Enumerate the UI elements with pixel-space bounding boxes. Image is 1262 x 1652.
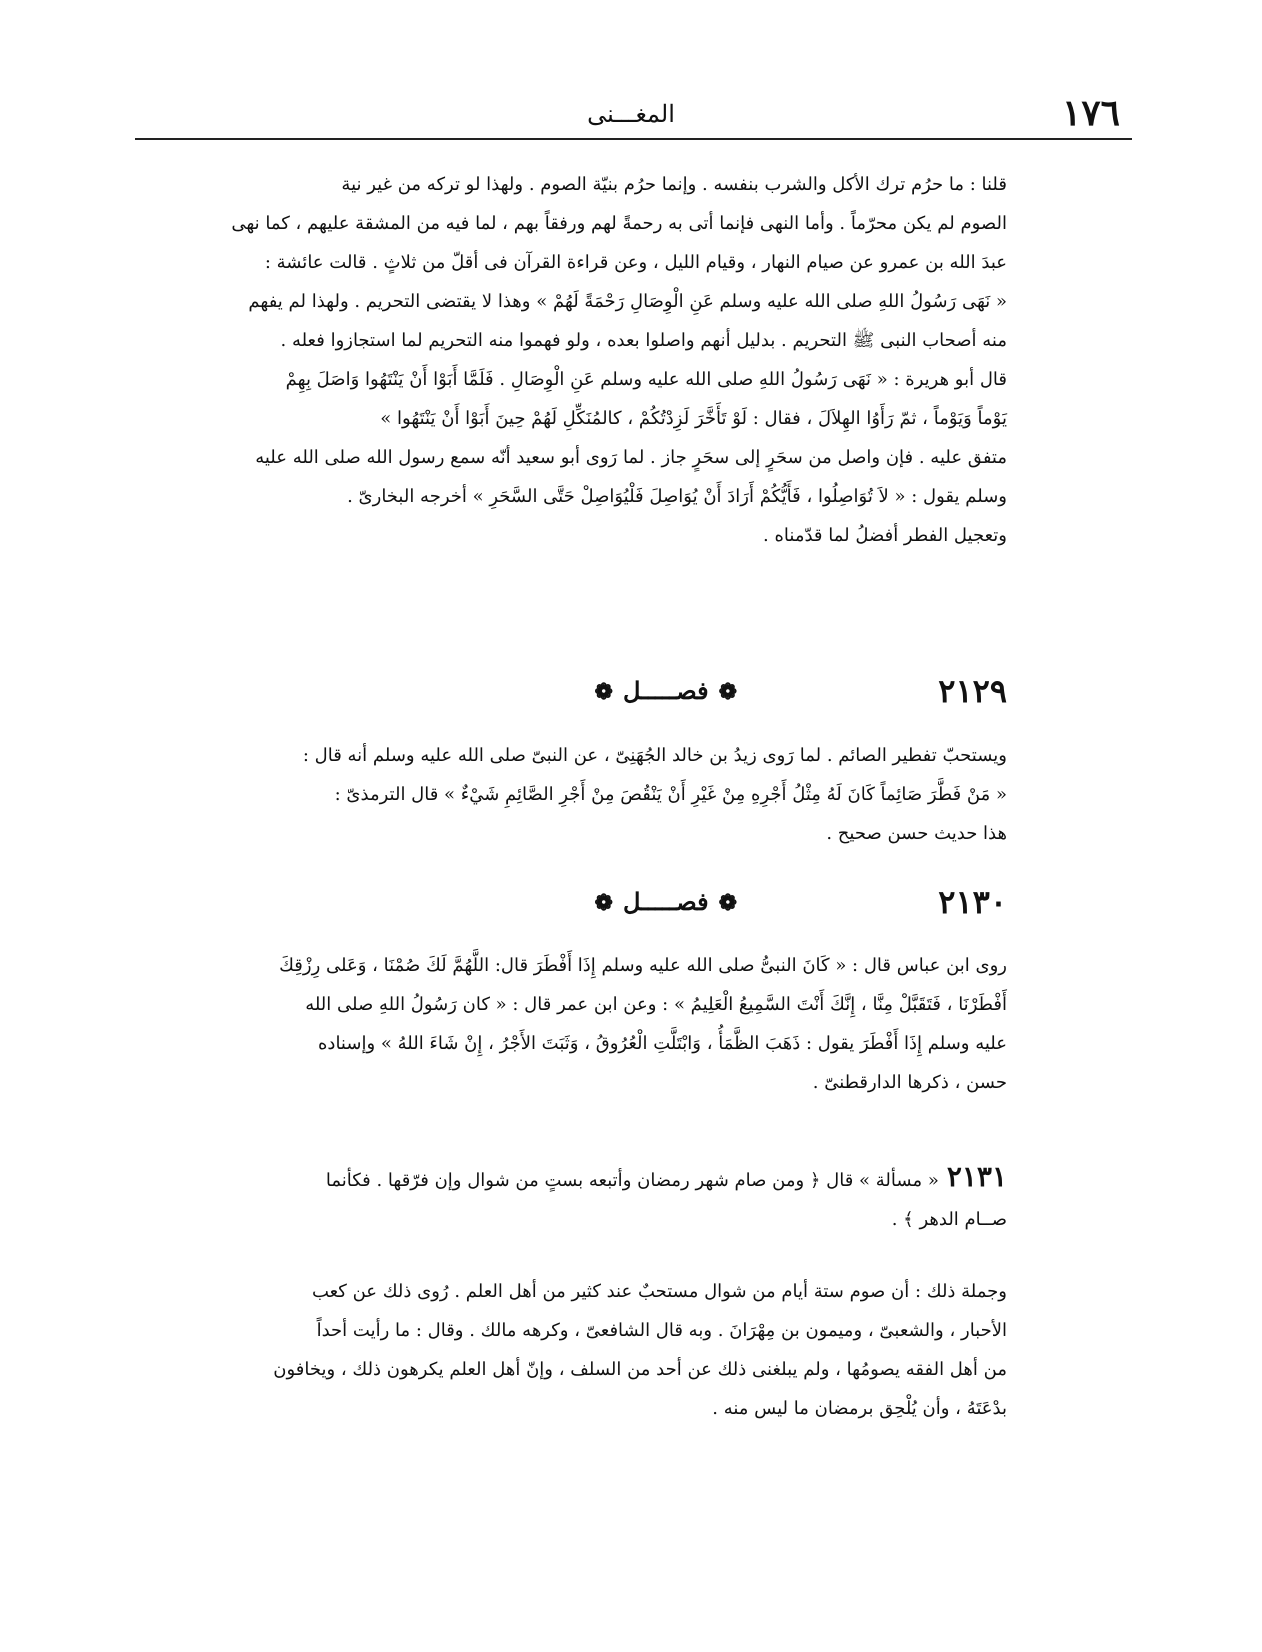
- ornament-icon: ❁: [718, 679, 737, 705]
- paragraph-2130: [170, 946, 1007, 1102]
- section-heading-2129: [165, 672, 1007, 716]
- masala-line: صــام الدهر ﴾ .: [891, 1209, 1007, 1230]
- ornament-icon: ❁: [718, 890, 737, 916]
- ornament-icon: ❁: [594, 679, 613, 705]
- text-line: حسن ، ذكرها الدارقطنىّ .: [812, 1072, 1007, 1093]
- text-line: بدْعَتَهُ ، وأن يُلْحِق برمضان ما ليس منه .: [712, 1398, 1007, 1419]
- section-heading-2130: [165, 883, 1007, 927]
- text-line: الصوم لم يكن محرّماً . وأما النهى فإنما أتى به رحمةً لهم ورفقاً بهم ، لما فيه من المشقة عليهم ، كما نهى: [231, 213, 1007, 234]
- masala-text: « مسألة » قال ﴿ ومن صام شهر رمضان وأتبعه بستٍ من شوال وإن فرّقها . فكأنما: [325, 1170, 939, 1191]
- section-number: ٢١٣٠: [938, 883, 1007, 921]
- section-number: ٢١٢٩: [938, 672, 1007, 710]
- running-title: المغـــنى: [587, 100, 675, 128]
- text-line: « مَنْ فَطَّرَ صَائِماً كَانَ لَهُ مِثْلُ أَجْرِهِ مِنْ غَيْرِ أَنْ يَنْقُصَ مِنْ أَجْرِ الصَّائِمِ شَيْءٌ » قال الترمذىّ :: [334, 784, 1007, 805]
- text-line: من أهل الفقه يصومُها ، ولم يبلغنى ذلك عن أحد من السلف ، وإنّ أهل العلم يكرهون ذلك ، ويخافون: [273, 1359, 1007, 1380]
- text-line: منه أصحاب النبى ﷺ التحريم . بدليل أنهم واصلوا بعده ، ولو فهموا منه التحريم لما استجازوا فعله .: [280, 330, 1007, 351]
- text-line: عبدَ الله بن عمرو عن صيام النهار ، وقيام الليل ، وعن قراءة القرآن فى أقلّ من ثلاثٍ . قالت عائشة :: [264, 252, 1007, 273]
- paragraph-last: [170, 1272, 1007, 1428]
- text-line: هذا حديث حسن صحيح .: [826, 823, 1007, 844]
- masala-line: [170, 1157, 1007, 1200]
- text-line: قال أبو هريرة : « نَهَى رَسُولُ اللهِ صلى الله عليه وسلم عَنِ الْوِصَالِ . فَلَمَّا أَبَوْا أَنْ يَنْتَهُوا وَاصَلَ بِهِمْ: [285, 369, 1007, 390]
- text-line: ويستحبّ تفطير الصائم . لما رَوى زيدُ بن خالد الجُهَنِىّ ، عن النبىّ صلى الله عليه وسلم أنه قال :: [302, 745, 1007, 766]
- text-line: عليه وسلم إِذَا أَفْطَرَ يقول : ذَهَبَ الظَّمَأُ ، وَابْتَلَّتِ الْعُرُوقُ ، وَثَبَتَ الأَجْرُ ، إِنْ شَاءَ اللهُ » وإسناده: [318, 1033, 1007, 1054]
- section-title-text: فصـــــل: [622, 676, 709, 705]
- header-rule: [135, 138, 1132, 140]
- text-line: قلنا : ما حرُم ترك الأكل والشرب بنفسه . وإنما حرُم بنيّة الصوم . ولهذا لو تركه من غير نية: [341, 174, 1007, 195]
- text-line: أَفْطَرْنَا ، فَتَقَبَّلْ مِنَّا ، إِنَّكَ أَنْتَ السَّمِيعُ الْعَلِيمُ » : وعن ابن عمر قال : « كان رَسُولُ اللهِ صلى الله: [305, 994, 1007, 1015]
- text-line: « نَهَى رَسُولُ اللهِ صلى الله عليه وسلم عَنِ الْوِصَالِ رَحْمَةً لَهُمْ » وهذا لا يقتضى التحريم . ولهذا لم يفهم: [248, 291, 1007, 312]
- text-line: يَوْماً وَيَوْماً ، ثمّ رَأَوُا الهِلاَلَ ، فقال : لَوْ تَأَخَّرَ لَزِدْتُكُمْ ، كالمُنَكِّلِ لَهُمْ حِينَ أَبَوْا أَنْ يَنْتَهُوا »: [380, 408, 1007, 429]
- page-header: [130, 92, 1132, 136]
- text-line: وتعجيل الفطر أفضلُ لما قدّمناه .: [763, 525, 1007, 546]
- text-line: الأحبار ، والشعبىّ ، وميمون بن مِهْرَانَ . وبه قال الشافعىّ ، وكرهه مالك . وقال : ما رأيت أحداً: [316, 1320, 1007, 1341]
- paragraph-1: [170, 165, 1007, 555]
- text-line: وجملة ذلك : أن صوم ستة أيام من شوال مستحبٌ عند كثير من أهل العلم . رُوى ذلك عن كعب: [311, 1281, 1007, 1302]
- masala-number: ٢١٣١: [946, 1160, 1007, 1193]
- page-number: ١٧٦: [1061, 92, 1120, 134]
- section-title-text: فصـــــل: [622, 887, 709, 916]
- ornament-icon: ❁: [594, 890, 613, 916]
- section-title: [585, 676, 748, 705]
- text-line: متفق عليه . فإن واصل من سحَرٍ إلى سحَرٍ جاز . لما رَوى أبو سعيد أنّه سمع رسول الله صلى الله عليه: [255, 447, 1007, 468]
- text-line: روى ابن عباس قال : « كَانَ النبىُّ صلى الله عليه وسلم إِذَا أَفْطَرَ قال: اللَّهُمَّ لَكَ صُمْنَا ، وَعَلى رِزْقِكَ: [279, 955, 1007, 976]
- masala-2131: [170, 1157, 1007, 1239]
- section-title: [585, 887, 748, 916]
- text-line: وسلم يقول : « لاَ تُوَاصِلُوا ، فَأَيُّكُمْ أَرَادَ أَنْ يُوَاصِلَ فَلْيُوَاصِلْ حَتَّى السَّحَرِ » أخرجه البخارىّ .: [347, 486, 1007, 507]
- paragraph-2129: [170, 736, 1007, 853]
